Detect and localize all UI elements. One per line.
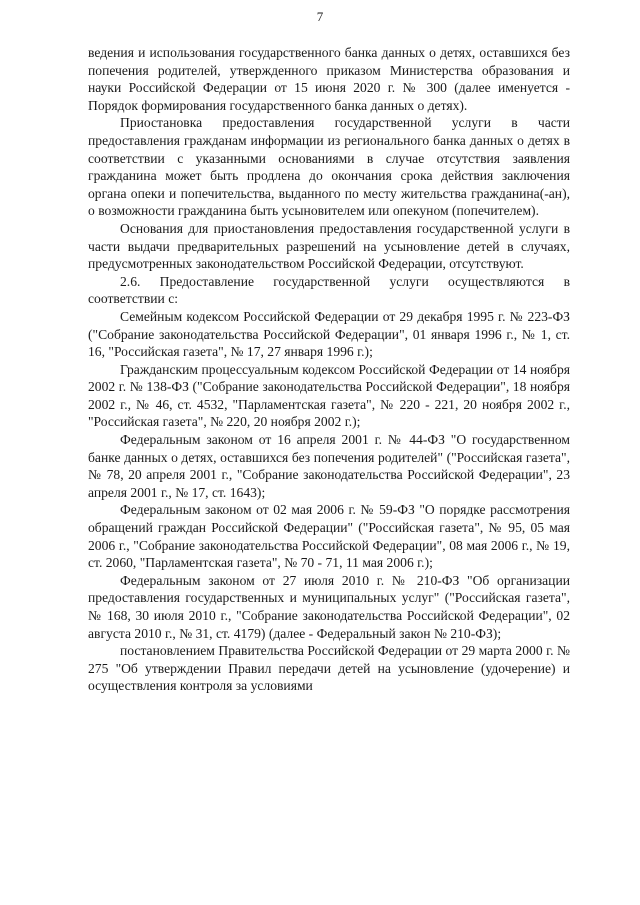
paragraph-federal-law-59: Федеральным законом от 02 мая 2006 г. № 59-ФЗ "О порядке рассмотрения обращений граждан Российской Федерации" ("Российская газета", № 95, 05 мая 2006 г., "Собрание законодательства Российской Федерации", 08 мая 2006 г., № 19, ст. 2060, "Парламентская газета", № 70 - 71, 11 мая 2006 г.); bbox=[88, 502, 570, 571]
paragraph-suspension-grounds: Основания для приостановления предоставления государственной услуги в части выдачи предварительных разрешений на усыновление детей в случаях, предусмотренных законодательством Российской Федерации, отсутствуют. bbox=[88, 220, 570, 272]
paragraph-section-2-6: 2.6. Предоставление государственной услуги осуществляются в соответствии с: bbox=[88, 273, 570, 307]
paragraph-continuation: ведения и использования государственного банка данных о детях, оставшихся без попечения родителей, утвержденного приказом Министерства образования и науки Российской Федерации от 15 июня 2020 г. № 300 (далее именуется - Порядок формирования государственного банка данных о детях). bbox=[88, 45, 570, 113]
paragraph-government-decree-275: постановлением Правительства Российской Федерации от 29 марта 2000 г. № 275 "Об утверждении Правил передачи детей на усыновление (удочерение) и осуществления контроля за условиями bbox=[88, 643, 570, 694]
paragraph-federal-law-44: Федеральным законом от 16 апреля 2001 г. № 44-ФЗ "О государственном банке данных о детях, оставшихся без попечения родителей" ("Российская газета", № 78, 20 апреля 2001 г., "Собрание законодательства Российской Федерации", 23 апреля 2001 г., № 17, ст. 1643); bbox=[88, 432, 570, 500]
paragraph-civil-procedure-code: Гражданским процессуальным кодексом Российской Федерации от 14 ноября 2002 г. № 138-ФЗ ("Собрание законодательства Российской Федерации", 18 ноября 2002 г., № 46, ст. 4532, "Парламентская газета", № 220 - 221, 20 ноября 2002 г., "Российская газета", № 220, 20 ноября 2002 г.); bbox=[88, 361, 570, 430]
paragraph-family-code: Семейным кодексом Российской Федерации от 29 декабря 1995 г. № 223-ФЗ ("Собрание законодательства Российской Федерации", 01 января 1996 г., № 1, ст. 16, "Российская газета", № 17, 27 января 1996 г.); bbox=[88, 308, 570, 360]
page-number: 7 bbox=[316, 9, 324, 24]
paragraph-federal-law-210: Федеральным законом от 27 июля 2010 г. № 210-ФЗ "Об организации предоставления государственных и муниципальных услуг" ("Российская газета", № 168, 30 июля 2010 г., "Собрание законодательства Российской Федерации", 02 августа 2010 г., № 31, ст. 4179) (далее - Федеральный закон № 210-ФЗ); bbox=[88, 572, 570, 641]
document-body bbox=[88, 44, 570, 695]
paragraph-suspension-extension: Приостановка предоставления государственной услуги в части предоставления гражданам информации из регионального банка данных о детях в соответствии с указанными основаниями в случае отсутствия заявления гражданина может быть продлена до окончания срока действия заключения органа опеки и попечительства, выданного по месту жительства гражданина(-ан), о возможности гражданина быть усыновителем или опекуном (попечителем). bbox=[88, 115, 570, 219]
